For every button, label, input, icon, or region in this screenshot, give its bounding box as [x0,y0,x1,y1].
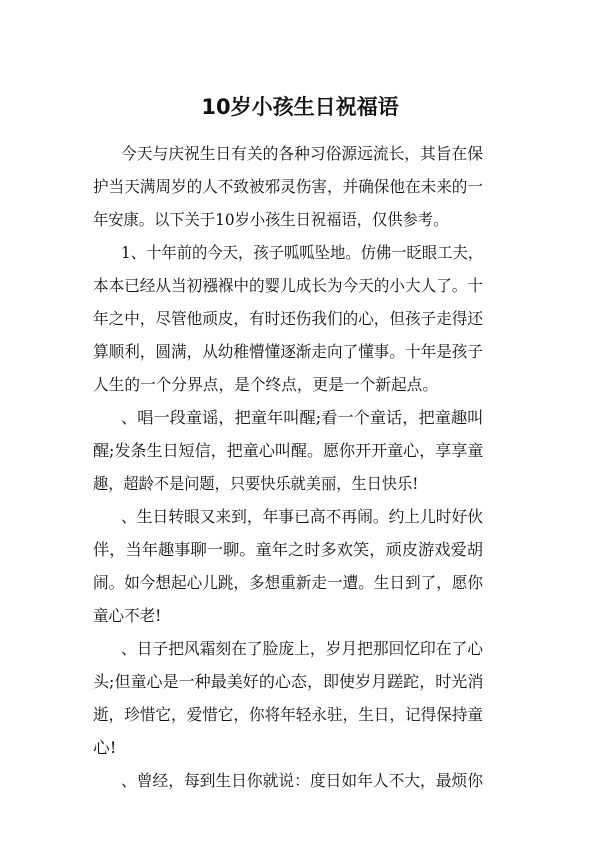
paragraph-line-text: 伴，当年趣事聊一聊。童年之时多欢笑，顽皮游戏爱胡 [93,540,484,559]
paragraph-line [0,435,600,467]
paragraph-line [0,336,600,368]
paragraph-line-text: 头;但童心是一种最美好的心态，即使岁月蹉跎，时光消 [93,672,484,691]
paragraph-line-text: 醒;发条生日短信，把童心叫醒。愿你开开童心，享享童 [93,441,484,460]
paragraph-line [0,765,600,797]
paragraph-line-text: 本本已经从当初襁褓中的婴儿成长为今天的小大人了。十 [93,276,484,295]
paragraph-line [0,633,600,665]
paragraph-line [0,534,600,566]
paragraph-line-text: 、生日转眼又来到，年事已高不再闹。约上儿时好伙 [121,507,484,526]
paragraph-line-text: 算顺利，圆满，从幼稚懵懂逐渐走向了懂事。十年是孩子 [93,342,484,361]
paragraph-line-text: 、曾经，每到生日你就说：度日如年人不大，最烦你 [121,771,484,790]
paragraph-line [0,402,600,434]
paragraph-line [0,501,600,533]
paragraph-line-text: 趣，超龄不是问题，只要快乐就美丽，生日快乐! [93,474,419,493]
paragraph-line-text: 年之中，尽管他顽皮，有时还伤我们的心，但孩子走得还 [93,309,484,328]
paragraph-line [0,699,600,731]
paragraph-line-text: 、唱一段童谣，把童年叫醒;看一个童话，把童趣叫 [121,408,484,427]
paragraph-line [0,138,600,170]
paragraph-line-text: 护当天满周岁的人不致被邪灵伤害，并确保他在未来的一 [93,177,484,196]
paragraph-line-text: 逝，珍惜它，爱惜它，你将年轻永驻，生日，记得保持童 [93,705,484,724]
paragraph-line [0,468,600,500]
paragraph-line [0,567,600,599]
paragraph-line [0,171,600,203]
paragraph-line-text: 童心不老! [93,606,162,625]
paragraph-line [0,204,600,236]
paragraph-line [0,270,600,302]
paragraph-line-text: 心! [93,738,117,757]
paragraph-line-text: 年安康。以下关于10岁小孩生日祝福语，仅供参考。 [93,210,449,229]
paragraph-line-text: 、日子把风霜刻在了脸庞上，岁月把那回忆印在了心 [121,639,484,658]
paragraph-line [0,303,600,335]
paragraph-line-text: 人生的一个分界点，是个终点，更是一个新起点。 [93,375,439,394]
paragraph-line [0,237,600,269]
document-title: 10岁小孩生日祝福语 [201,95,399,119]
paragraph-line [0,732,600,764]
paragraph-line [0,369,600,401]
paragraph-line [0,600,600,632]
paragraph-line [0,666,600,698]
paragraph-line-text: 1、十年前的今天，孩子呱呱坠地。仿佛一眨眼工夫， [121,243,484,262]
paragraph-line-text: 闹。如今想起心儿跳，多想重新走一遭。生日到了，愿你 [93,573,484,592]
paragraph-line-text: 今天与庆祝生日有关的各种习俗源远流长，其旨在保 [121,144,484,163]
